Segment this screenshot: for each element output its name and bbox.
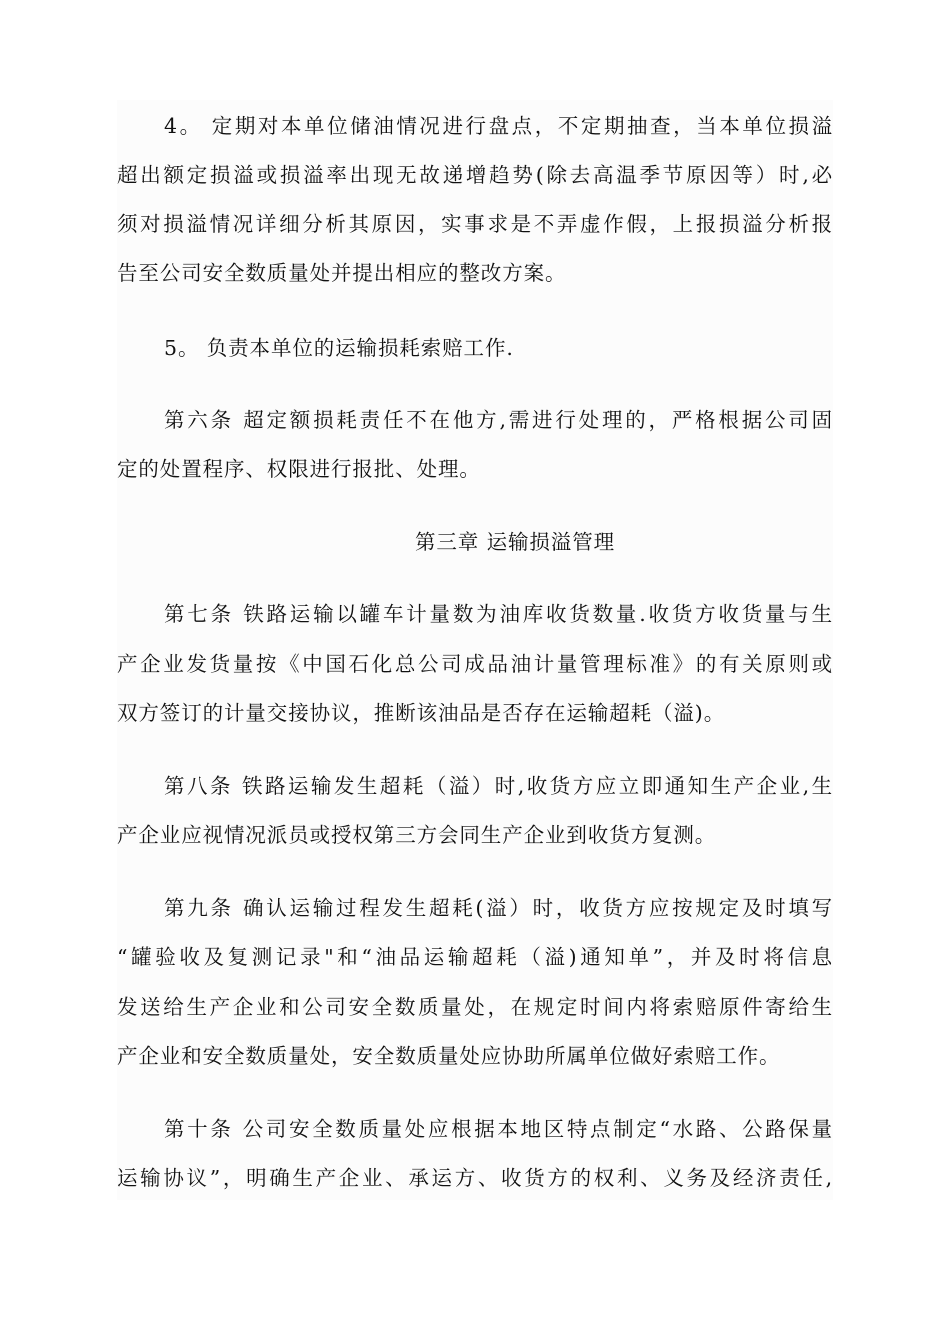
article10-line-1: 第十条 公司安全数质量处应根据本地区特点制定“水路、公路保量 bbox=[164, 1117, 833, 1141]
article8-line-2: 产企业应视情况派员或授权第三方会同生产企业到收货方复测。 bbox=[117, 823, 717, 847]
item4-line-1: 4。 定期对本单位储油情况进行盘点，不定期抽查，当本单位损溢 bbox=[164, 114, 833, 138]
article7-line-1: 第七条 铁路运输以罐车计量数为油库收货数量.收货方收货量与生 bbox=[164, 602, 833, 626]
article9-line-1: 第九条 确认运输过程发生超耗(溢）时，收货方应按规定及时填写 bbox=[164, 896, 833, 920]
article9-line-2: “罐验收及复测记录"和“油品运输超耗（溢)通知单”，并及时将信息 bbox=[117, 945, 833, 969]
article6-line-1: 第六条 超定额损耗责任不在他方,需进行处理的，严格根据公司固 bbox=[164, 408, 833, 432]
item4-line-2: 超出额定损溢或损溢率出现无故递增趋势(除去高温季节原因等）时,必 bbox=[117, 163, 833, 187]
item4-line-4: 告至公司安全数质量处并提出相应的整改方案。 bbox=[117, 261, 567, 285]
article6-line-2: 定的处置程序、权限进行报批、处理。 bbox=[117, 457, 481, 481]
item4-line-3: 须对损溢情况详细分析其原因，实事求是不弄虚作假，上报损溢分析报 bbox=[117, 212, 833, 236]
item5-line-1: 5。 负责本单位的运输损耗索赔工作. bbox=[164, 336, 514, 360]
article10-line-2: 运输协议”，明确生产企业、承运方、收货方的权利、义务及经济责任, bbox=[117, 1166, 833, 1190]
article7-line-3: 双方签订的计量交接协议，推断该油品是否存在运输超耗（溢)。 bbox=[117, 701, 726, 725]
article9-line-4: 产企业和安全数质量处，安全数质量处应协助所属单位做好索赔工作。 bbox=[117, 1044, 781, 1068]
article7-line-2: 产企业发货量按《中国石化总公司成品油计量管理标准》的有关原则或 bbox=[117, 652, 833, 676]
chapter-heading: 第三章 运输损溢管理 bbox=[414, 530, 616, 554]
article8-line-1: 第八条 铁路运输发生超耗（溢）时,收货方应立即通知生产企业,生 bbox=[164, 774, 833, 798]
article9-line-3: 发送给生产企业和公司安全数质量处，在规定时间内将索赔原件寄给生 bbox=[117, 995, 833, 1019]
